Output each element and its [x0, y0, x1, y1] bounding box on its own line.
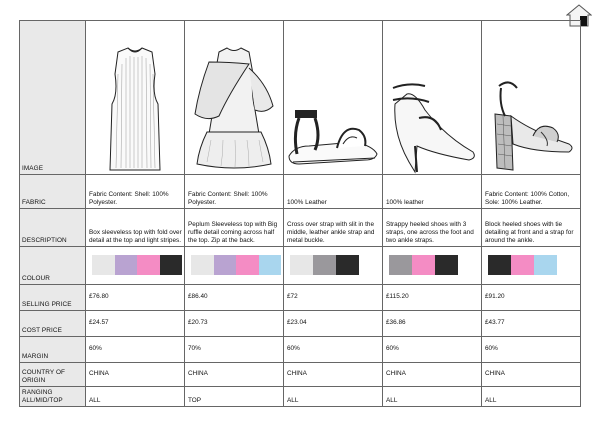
- description-cell-2: Peplum Sleeveless top with Big ruffle detail coming across half the top. Zip at the back.: [185, 209, 284, 247]
- margin-cell-5: 60%: [482, 337, 581, 363]
- row-label-image: IMAGE: [20, 21, 86, 175]
- country-cell-1: CHINA: [86, 363, 185, 387]
- selling-price-cell-4: £115.20: [383, 285, 482, 311]
- country-row: [20, 363, 581, 387]
- product-image-1: [86, 21, 185, 175]
- sleeveless-striped-top-icon: [100, 44, 170, 174]
- colour-swatch: [160, 255, 183, 275]
- cost-price-cell-2: £20.73: [185, 311, 284, 337]
- colour-swatch: [511, 255, 534, 275]
- row-label-fabric: FABRIC: [20, 175, 86, 209]
- ranging-cell-4: ALL: [383, 387, 482, 407]
- product-spec-table: [19, 20, 581, 407]
- row-label-ranging: RANGING ALL/MID/TOP: [20, 387, 86, 407]
- strappy-heel-icon: [385, 74, 479, 174]
- fabric-cell-5: Fabric Content: 100% Cotton, Sole: 100% Leather.: [482, 175, 581, 209]
- row-label-description: DESCRIPTION: [20, 209, 86, 247]
- block-heel-sandal-icon: [483, 74, 579, 174]
- colour-cell-4: [383, 247, 482, 285]
- colour-swatch: [534, 255, 557, 275]
- country-cell-2: CHINA: [185, 363, 284, 387]
- colour-swatch: [214, 255, 237, 275]
- colour-cell-1: [86, 247, 185, 285]
- ranging-cell-2: TOP: [185, 387, 284, 407]
- colour-cell-3: [284, 247, 383, 285]
- selling-price-cell-1: £76.80: [86, 285, 185, 311]
- image-row: [20, 21, 581, 175]
- peplum-ruffle-top-icon: [189, 44, 279, 174]
- row-label-colour: COLOUR: [20, 247, 86, 285]
- cost-price-cell-1: £24.57: [86, 311, 185, 337]
- margin-cell-2: 70%: [185, 337, 284, 363]
- row-label-country: COUNTRY OF ORIGIN: [20, 363, 86, 387]
- ranging-cell-3: ALL: [284, 387, 383, 407]
- fabric-cell-2: Fabric Content: Shell: 100% Polyester.: [185, 175, 284, 209]
- margin-cell-3: 60%: [284, 337, 383, 363]
- colour-cell-5: [482, 247, 581, 285]
- country-cell-3: CHINA: [284, 363, 383, 387]
- colour-swatch: [137, 255, 160, 275]
- cost-price-cell-3: £23.04: [284, 311, 383, 337]
- colour-swatch: [259, 255, 282, 275]
- colour-swatch: [313, 255, 336, 275]
- product-image-5: [482, 21, 581, 175]
- country-cell-4: CHINA: [383, 363, 482, 387]
- description-row: [20, 209, 581, 247]
- colour-swatch: [412, 255, 435, 275]
- description-cell-3: Cross over strap with slit in the middle, leather ankle strap and metal buckle.: [284, 209, 383, 247]
- flat-strap-sandal-icon: [285, 94, 381, 174]
- cost-price-row: [20, 311, 581, 337]
- selling-price-cell-2: £86.40: [185, 285, 284, 311]
- fabric-cell-3: 100% Leather: [284, 175, 383, 209]
- colour-swatch: [115, 255, 138, 275]
- ranging-cell-1: ALL: [86, 387, 185, 407]
- fabric-row: [20, 175, 581, 209]
- product-image-4: [383, 21, 482, 175]
- ranging-cell-5: ALL: [482, 387, 581, 407]
- ranging-row: [20, 387, 581, 407]
- description-cell-4: Strappy heeled shoes with 3 straps, one across the foot and two ankle straps.: [383, 209, 482, 247]
- description-cell-5: Block heeled shoes with tie detailing at front and a strap for around the ankle.: [482, 209, 581, 247]
- row-label-margin: MARGIN: [20, 337, 86, 363]
- colour-swatch: [435, 255, 458, 275]
- colour-cell-2: [185, 247, 284, 285]
- margin-cell-4: 60%: [383, 337, 482, 363]
- colour-swatch: [488, 255, 511, 275]
- description-cell-1: Box sleeveless top with fold over detail at the top and light stripes.: [86, 209, 185, 247]
- colour-swatch: [92, 255, 115, 275]
- product-image-2: [185, 21, 284, 175]
- selling-price-cell-5: £91.20: [482, 285, 581, 311]
- cost-price-cell-4: £36.86: [383, 311, 482, 337]
- fabric-cell-1: Fabric Content: Shell: 100% Polyester.: [86, 175, 185, 209]
- fabric-cell-4: 100% leather: [383, 175, 482, 209]
- colour-swatch: [236, 255, 259, 275]
- colour-swatch: [336, 255, 359, 275]
- colour-swatch: [290, 255, 313, 275]
- colour-row: [20, 247, 581, 285]
- margin-cell-1: 60%: [86, 337, 185, 363]
- product-image-3: [284, 21, 383, 175]
- row-label-selling-price: SELLING PRICE: [20, 285, 86, 311]
- row-label-cost-price: COST PRICE: [20, 311, 86, 337]
- cost-price-cell-5: £43.77: [482, 311, 581, 337]
- colour-swatch: [191, 255, 214, 275]
- country-cell-5: CHINA: [482, 363, 581, 387]
- colour-swatch: [389, 255, 412, 275]
- selling-price-row: [20, 285, 581, 311]
- margin-row: [20, 337, 581, 363]
- selling-price-cell-3: £72: [284, 285, 383, 311]
